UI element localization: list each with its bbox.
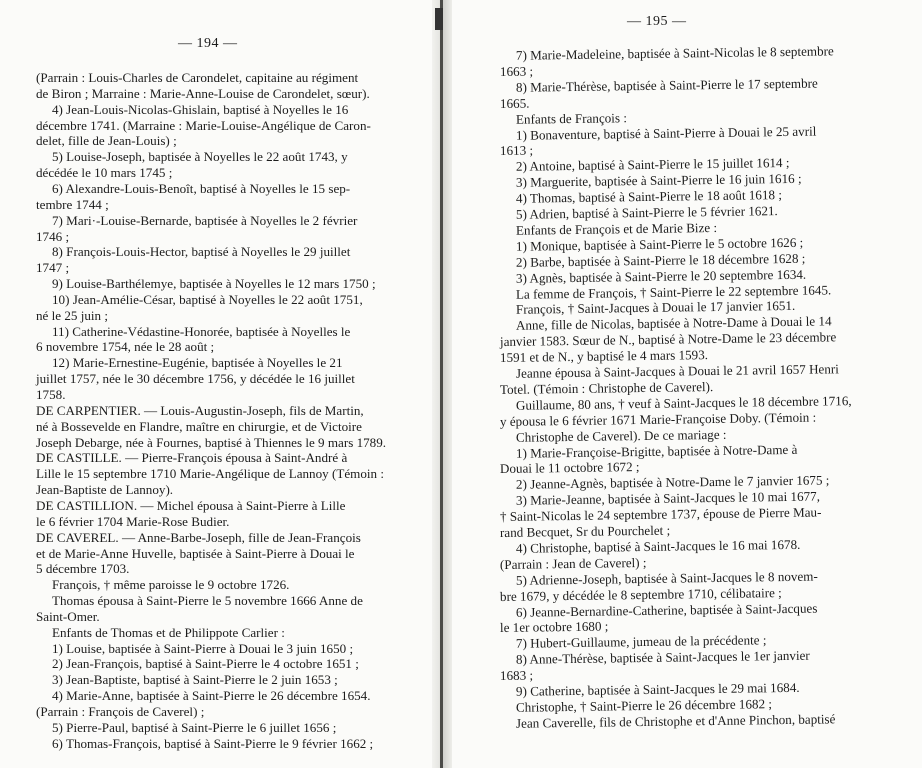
right-text-line: 4) Christophe, baptisé à Saint-Jacques le 16 mai 1678.: [515, 536, 801, 556]
right-text-line: Anne, fille de Nicolas, baptisée à Notre-Dame à Douai le 14: [515, 313, 832, 334]
right-text-line: Guillaume, 80 ans, † veuf à Saint-Jacques le 18 décembre 1716,: [515, 392, 852, 413]
right-text-line: Enfants de François et de Marie Bize :: [515, 219, 718, 238]
left-text-line: Saint-Omer.: [36, 608, 100, 624]
left-text-line: 5) Louise-Joseph, baptisée à Noyelles le 22 août 1743, y: [52, 149, 348, 165]
left-text-line: Jean-Baptiste de Lannoy).: [36, 482, 174, 498]
left-page: [0, 0, 432, 768]
left-text-line: le 6 février 1704 Marie-Rose Budier.: [36, 513, 230, 529]
left-text-line: 2) Jean-François, baptisé à Saint-Pierre le 4 octobre 1651 ;: [52, 656, 359, 672]
left-text-line: né le 25 juin ;: [36, 307, 109, 323]
right-text-line: 6) Jeanne-Bernardine-Catherine, baptisée à Saint-Jacques: [515, 600, 818, 620]
right-text-line: 1613 ;: [499, 142, 534, 159]
left-text-line: 6) Thomas-François, baptisé à Saint-Pierre le 9 février 1662 ;: [52, 735, 374, 751]
page-number-right: — 195 —: [627, 14, 687, 29]
right-text-line: 3) Marguerite, baptisée à Saint-Pierre le 16 juin 1616 ;: [515, 170, 802, 190]
left-text-line: 9) Louise-Barthélemye, baptisée à Noyelles le 12 mars 1750 ;: [52, 276, 376, 292]
left-text-line: 5) Pierre-Paul, baptisé à Saint-Pierre le 6 juillet 1656 ;: [52, 719, 337, 735]
left-text-line: 5 décembre 1703.: [36, 561, 130, 577]
left-text-line: 12) Marie-Ernestine-Eugénie, baptisée à Noyelles le 21: [52, 355, 343, 371]
left-text-line: delet, fille de Jean-Louis) ;: [36, 133, 177, 149]
left-text-line: 1747 ;: [36, 260, 70, 276]
left-text-line: 6) Alexandre-Louis-Benoît, baptisé à Noyelles le 15 sep-: [52, 180, 351, 196]
left-text-line: (Parrain : Louis-Charles de Carondelet, capitaine au régiment: [36, 70, 359, 85]
left-text-line: 6 novembre 1754, née le 28 août ;: [36, 339, 215, 355]
right-text-line: bre 1679, y décédée le 8 septembre 1710, célibataire ;: [499, 584, 782, 604]
left-text-line: DE CAVEREL. — Anne-Barbe-Joseph, fille de Jean-François: [36, 529, 361, 545]
right-text-line: Christophe, † Saint-Pierre le 26 décembre 1682 ;: [515, 696, 773, 715]
left-text-line: et de Marie-Anne Huvelle, baptisée à Saint-Pierre à Douai le: [36, 545, 355, 561]
right-text-line: rand Becquet, Sr du Pourchelet ;: [499, 522, 671, 540]
right-text-line: 1683 ;: [499, 667, 534, 684]
right-text-line: 2) Jeanne-Agnès, baptisée à Notre-Dame le 7 janvier 1675 ;: [515, 472, 830, 493]
right-text-line: 5) Adrienne-Joseph, baptisée à Saint-Jacques le 8 novem-: [515, 568, 818, 588]
right-text-line: 1) Monique, baptisée à Saint-Pierre le 5 octobre 1626 ;: [515, 234, 804, 254]
right-text-line: Enfants de François :: [515, 109, 628, 127]
left-text-line: 10) Jean-Amélie-César, baptisé à Noyelles le 22 août 1751,: [52, 291, 363, 307]
left-text-line: 11) Catherine-Védastine-Honorée, baptisée à Noyelles le: [52, 323, 351, 339]
right-text-line: Jean Caverelle, fils de Christophe et d'Anne Pinchon, baptisé: [515, 711, 836, 731]
left-text-line: (Parrain : François de Caverel) ;: [36, 704, 205, 719]
left-text-line: 1746 ;: [36, 228, 70, 244]
right-text-line: 1663 ;: [499, 63, 534, 79]
right-text-line: François, † Saint-Jacques à Douai le 17 janvier 1651.: [515, 298, 796, 318]
right-text-line: 1591 et de N., y baptisé le 4 mars 1593.: [499, 347, 709, 366]
right-text-line: 5) Adrien, baptisé à Saint-Pierre le 5 février 1621.: [515, 203, 778, 222]
right-text-line: Douai le 11 octobre 1672 ;: [499, 459, 640, 477]
right-text-line: le 1er octobre 1680 ;: [499, 618, 609, 636]
right-page: [452, 0, 922, 768]
book-spine: [440, 0, 443, 768]
right-text-line: 1) Bonaventure, baptisé à Saint-Pierre à Douai le 25 avril: [515, 123, 817, 143]
left-text-line: Thomas épousa à Saint-Pierre le 5 novembre 1666 Anne de: [52, 593, 363, 609]
right-text-line: 4) Thomas, baptisé à Saint-Pierre le 18 août 1618 ;: [515, 187, 783, 206]
right-text-line: † Saint-Nicolas le 24 septembre 1737, épouse de Pierre Mau-: [499, 504, 822, 525]
left-text-line: 8) François-Louis-Hector, baptisé à Noyelles le 29 juillet: [52, 244, 351, 260]
right-text-line: Christophe de Caverel). De ce mariage :: [515, 426, 727, 445]
right-text-line: 1665.: [499, 95, 530, 111]
left-text-line: Lille le 15 septembre 1710 Marie-Angélique de Lannoy (Témoin :: [36, 466, 384, 482]
left-text-line: DE CASTILLION. — Michel épousa à Saint-Pierre à Lille: [36, 497, 346, 513]
left-text-line: tembre 1744 ;: [36, 196, 109, 212]
right-text-line: 2) Antoine, baptisé à Saint-Pierre le 15 juillet 1614 ;: [515, 155, 790, 175]
left-text-line: 3) Jean-Baptiste, baptisé à Saint-Pierre le 2 juin 1653 ;: [52, 672, 338, 688]
right-text-line: 8) Marie-Thérèse, baptisée à Saint-Pierre le 17 septembre: [515, 75, 818, 95]
left-text-line: 4) Jean-Louis-Nicolas-Ghislain, baptisé à Noyelles le 16: [52, 101, 349, 117]
left-text-line: décembre 1741. (Marraine : Marie-Louise-Angélique de Caron-: [36, 117, 371, 133]
left-text-line: 1758.: [36, 387, 66, 402]
left-text-line: juillet 1757, née le 30 décembre 1756, y décédée le 16 juillet: [36, 371, 355, 387]
left-text-line: 4) Marie-Anne, baptisée à Saint-Pierre le 26 décembre 1654.: [52, 688, 371, 704]
right-text-line: 7) Marie-Madeleine, baptisée à Saint-Nicolas le 8 septembre: [515, 43, 834, 63]
left-text-line: de Biron ; Marraine : Marie-Anne-Louise de Carondelet, sœur).: [36, 85, 370, 101]
right-text-line: 2) Barbe, baptisée à Saint-Pierre le 18 décembre 1628 ;: [515, 250, 806, 270]
left-text-line: François, † même paroisse le 9 octobre 1726.: [52, 577, 290, 593]
page-number-left: — 194 —: [178, 36, 238, 51]
left-text-line: Enfants de Thomas et de Philippote Carlier :: [52, 624, 285, 640]
right-text-line: y épousa le 6 février 1671 Marie-Françoise Doby. (Témoin :: [499, 409, 817, 429]
left-text-line: DE CASTILLE. — Pierre-François épousa à Saint-André à: [36, 450, 348, 466]
left-text-line: 1) Louise, baptisée à Saint-Pierre à Douai le 3 juin 1650 ;: [52, 640, 354, 656]
right-text-line: 1) Marie-Françoise-Brigitte, baptisée à Notre-Dame à: [515, 441, 798, 461]
left-text-line: décédée le 10 mars 1745 ;: [36, 165, 173, 181]
right-text-line: Totel. (Témoin : Christophe de Caverel).: [499, 378, 714, 397]
right-text-line: 7) Hubert-Guillaume, jumeau de la précédente ;: [515, 632, 767, 652]
right-text-line: 9) Catherine, baptisée à Saint-Jacques le 29 mai 1684.: [515, 679, 800, 699]
right-text-line: janvier 1583. Sœur de N., baptisé à Notre-Dame le 23 décembre: [499, 329, 837, 350]
right-text-line: La femme de François, † Saint-Pierre le 22 septembre 1645.: [515, 281, 832, 302]
right-text-line: 3) Marie-Jeanne, baptisée à Saint-Jacques le 10 mai 1677,: [515, 488, 821, 508]
right-text-line: Jeanne épousa à Saint-Jacques à Douai le 21 avril 1657 Henri: [515, 361, 839, 381]
left-text-line: DE CARPENTIER. — Louis-Augustin-Joseph, fils de Martin,: [36, 402, 364, 418]
right-text-line: (Parrain : Jean de Caverel) ;: [499, 554, 647, 572]
left-text-line: 7) Mari·-Louise-Bernarde, baptisée à Noyelles le 2 février: [52, 212, 358, 228]
binding-mark: [435, 8, 443, 30]
right-text-line: 8) Anne-Thérèse, baptisée à Saint-Jacques le 1er janvier: [515, 647, 810, 667]
left-text-line: Joseph Debarge, née à Fournes, baptisé à Thiennes le 9 mars 1789.: [36, 434, 387, 450]
right-text-line: 3) Agnès, baptisée à Saint-Pierre le 20 septembre 1634.: [515, 266, 807, 286]
left-text-line: né à Bossevelde en Flandre, maître en chirurgie, et de Victoire: [36, 418, 362, 434]
